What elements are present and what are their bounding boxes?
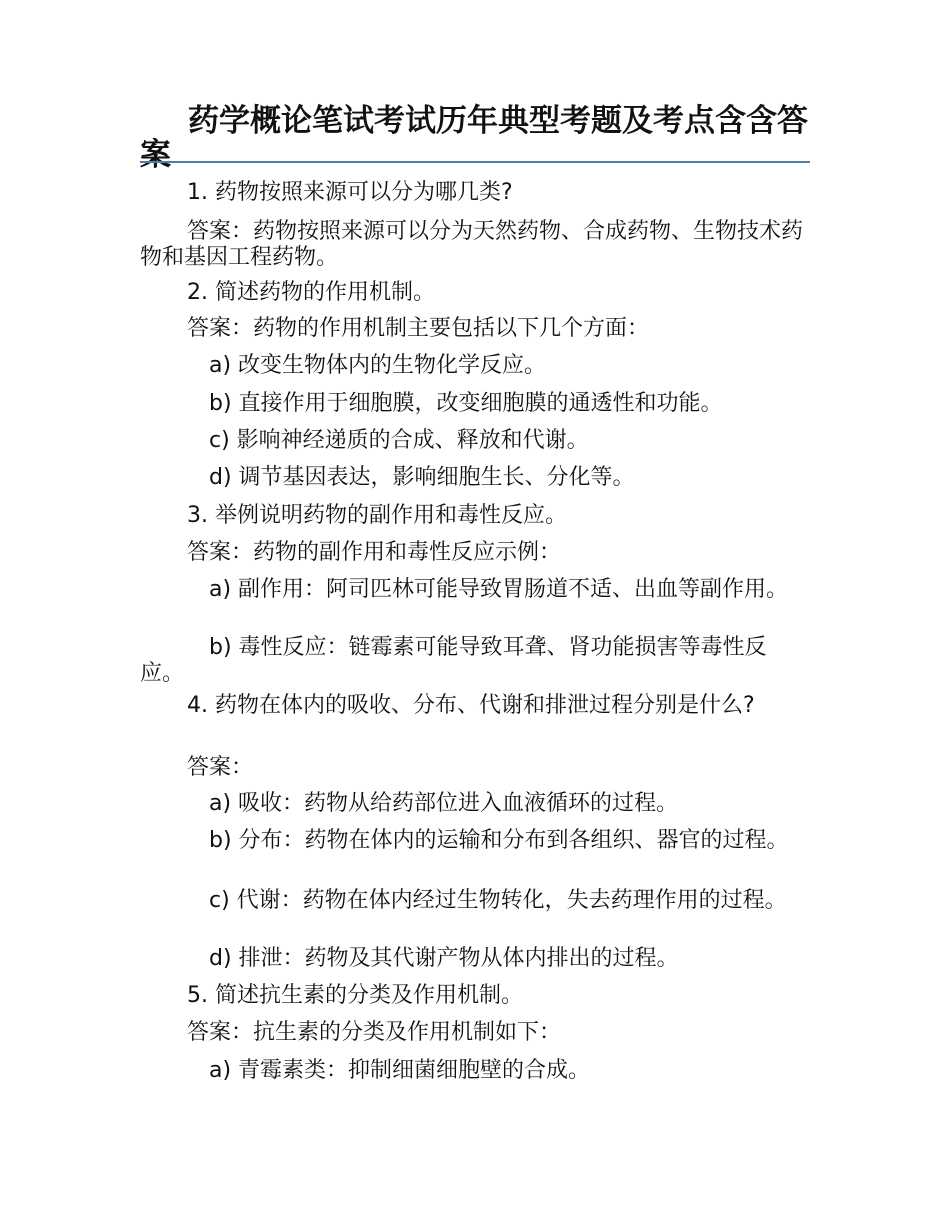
answer-2-item-d: d) 调节基因表达，影响细胞生长、分化等。 — [209, 465, 635, 490]
answer-1: 答案：药物按照来源可以分为天然药物、合成药物、生物技术药物和基因工程药物。 — [140, 219, 804, 270]
question-2: 2. 简述药物的作用机制。 — [187, 280, 435, 305]
title-underline — [140, 161, 810, 163]
document-title: 药学概论笔试考试历年典型考题及考点含含答案 — [140, 103, 808, 173]
answer-4-item-c: c) 代谢：药物在体内经过生物转化，失去药理作用的过程。 — [209, 888, 787, 913]
answer-2-item-b: b) 直接作用于细胞膜，改变细胞膜的通透性和功能。 — [209, 391, 723, 416]
answer-5-intro: 答案：抗生素的分类及作用机制如下： — [187, 1020, 562, 1045]
answer-4-item-d: d) 排泄：药物及其代谢产物从体内排出的过程。 — [209, 946, 679, 971]
question-5: 5. 简述抗生素的分类及作用机制。 — [187, 983, 523, 1008]
answer-5-item-a: a) 青霉素类：抑制细菌细胞壁的合成。 — [209, 1058, 591, 1083]
question-3: 3. 举例说明药物的副作用和毒性反应。 — [187, 503, 567, 528]
answer-2-intro: 答案：药物的作用机制主要包括以下几个方面： — [187, 316, 650, 341]
question-4: 4. 药物在体内的吸收、分布、代谢和排泄过程分别是什么? — [187, 693, 755, 718]
answer-3-intro: 答案：药物的副作用和毒性反应示例： — [187, 540, 562, 565]
answer-4-item-a: a) 吸收：药物从给药部位进入血液循环的过程。 — [209, 791, 679, 816]
answer-3-item-b: b) 毒性反应：链霉素可能导致耳聋、肾功能损害等毒性反应。 — [140, 635, 767, 686]
answer-2-item-a: a) 改变生物体内的生物化学反应。 — [209, 353, 547, 378]
question-1: 1. 药物按照来源可以分为哪几类? — [187, 180, 513, 205]
answer-4-intro: 答案： — [187, 755, 254, 780]
answer-2-item-c: c) 影响神经递质的合成、释放和代谢。 — [209, 428, 589, 453]
answer-4-item-b: b) 分布：药物在体内的运输和分布到各组织、器官的过程。 — [209, 828, 789, 853]
answer-3-item-a: a) 副作用：阿司匹林可能导致胃肠道不适、出血等副作用。 — [209, 577, 789, 602]
